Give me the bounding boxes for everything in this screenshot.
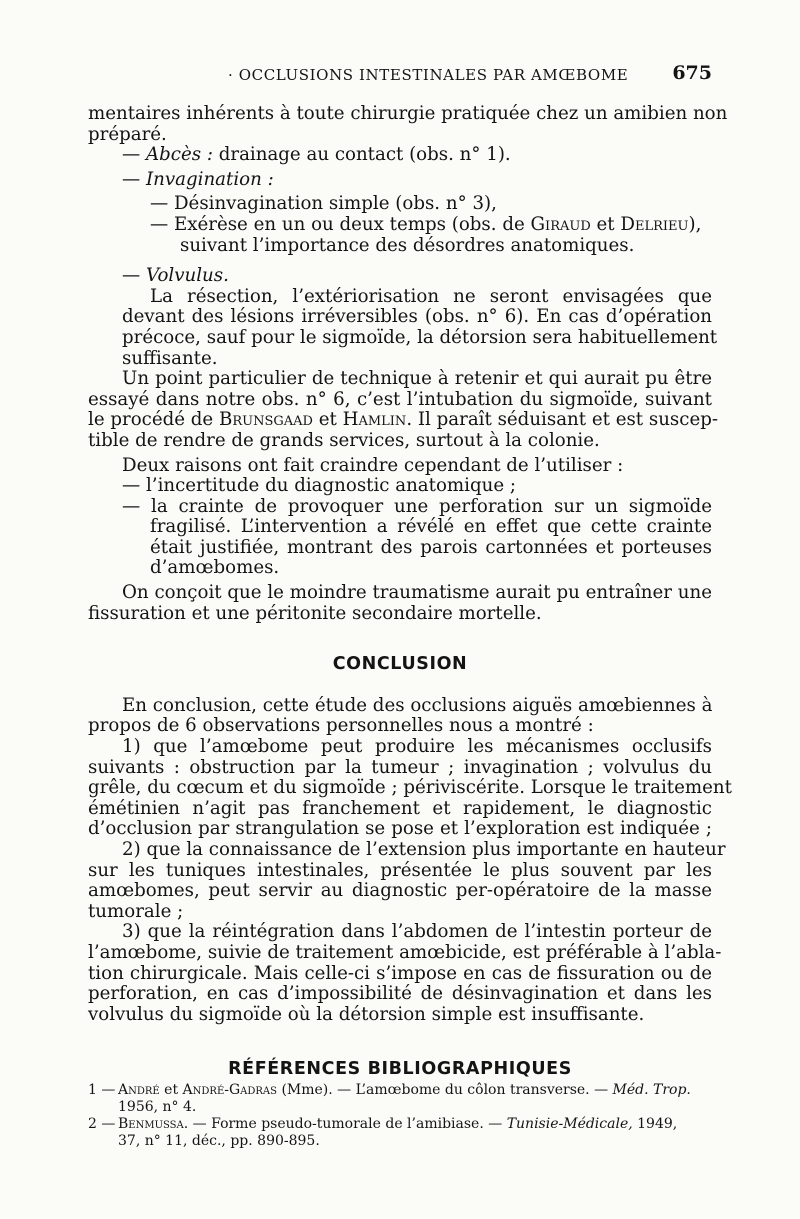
text-line: essayé dans notre obs. n° 6, c’est l’intubation du sigmoïde, suivant — [88, 388, 712, 410]
text-line: fragilisé. L’intervention a révélé en effet que cette crainte — [150, 516, 712, 538]
text-line: En conclusion, cette étude des occlusions aiguës amœbiennes à — [122, 694, 713, 716]
abces-title: Abcès : — [145, 144, 213, 166]
text-line: 3) que la réintégration dans l’abdomen de l’intestin porteur de — [122, 921, 712, 943]
reference-item: 1 — André et André-Gadras (Mme). — L’amœbome du côlon transverse. — Méd. Trop. — [88, 1082, 691, 1098]
dash: — — [122, 168, 146, 190]
author-name: Delrieu — [620, 213, 689, 235]
page-header — [88, 62, 712, 88]
conclusion-heading: CONCLUSION — [332, 654, 468, 675]
text-line: d’occlusion par strangulation se pose et l’exploration est indiquée ; — [88, 818, 712, 840]
text-line: émétinien n’agit pas franchement et rapidement, le diagnostic — [88, 797, 712, 819]
author-name: André — [118, 1082, 160, 1098]
references-list — [88, 1082, 712, 1150]
invagination-item-2: — Exérèse en un ou deux temps (obs. de Giraud et Delrieu), — [150, 213, 702, 235]
text-line: précoce, sauf pour le sigmoïde, la détorsion sera habituellement — [122, 326, 718, 348]
reference-number: 1 — — [88, 1082, 116, 1098]
text-line: sur les tuniques intestinales, présentée le plus souvent par les — [88, 859, 712, 881]
invagination-line — [88, 170, 712, 191]
text-line: 2) que la connaissance de l’extension plus importante en hauteur — [122, 839, 726, 860]
references-heading: RÉFÉRENCES BIBLIOGRAPHIQUES — [228, 1059, 572, 1080]
author-name: Benmussa — [118, 1116, 184, 1132]
author-name: Hamlin — [342, 409, 407, 431]
text-line: Un point particulier de technique à retenir et qui aurait pu être — [122, 368, 712, 390]
text-line: On conçoit que le moindre traumatisme aurait pu entraîner une — [122, 582, 712, 604]
text-line: tumorale ; — [88, 900, 184, 922]
invagination-item-1: — Désinvagination simple (obs. n° 3), — [150, 193, 497, 215]
text-line: perforation, en cas d’impossibilité de désinvagination et dans les — [88, 983, 712, 1005]
reference-number: 2 — — [88, 1116, 116, 1132]
text-line: préparé. — [88, 123, 167, 145]
reference-continuation: 37, n° 11, déc., pp. 890-895. — [118, 1133, 320, 1149]
abces-line — [88, 145, 712, 166]
page-number: 675 — [672, 62, 712, 84]
author-name: Brunsgaad — [218, 409, 313, 431]
invagination-title: Invagination : — [145, 168, 274, 190]
text-line: suffisante. — [122, 347, 218, 369]
reference-continuation: 1956, n° 4. — [118, 1099, 197, 1115]
dash: — — [122, 144, 146, 166]
text-line: d’amœbomes. — [150, 557, 280, 579]
text-line: La résection, l’extériorisation ne seront envisagées que — [150, 285, 712, 307]
text-line: propos de 6 observations personnelles nous a montré : — [88, 715, 594, 737]
text-line: grêle, du cœcum et du sigmoïde ; périviscérite. Lorsque le traitement — [88, 777, 732, 799]
text-line: mentaires inhérents à toute chirurgie pratiquée chez un amibien non — [88, 103, 728, 124]
abces-text: drainage au contact (obs. n° 1). — [212, 144, 511, 166]
dash: — — [122, 265, 146, 287]
text-line: fissuration et une péritonite secondaire mortelle. — [88, 602, 542, 624]
text-line: — l’incertitude du diagnostic anatomique ; — [122, 475, 516, 497]
volvulus-title: Volvulus. — [145, 265, 229, 287]
text-line: tible de rendre de grands services, surtout à la colonie. — [88, 429, 600, 451]
text-line: — la crainte de provoquer une perforation sur un sigmoïde — [122, 495, 712, 517]
text-line: devant des lésions irréversibles (obs. n° 6). En cas d’opération — [122, 306, 712, 328]
author-name: Giraud — [530, 213, 591, 235]
text-line: suivant l’importance des désordres anatomiques. — [180, 234, 635, 256]
journal-name: Tunisie-Médicale, — [506, 1116, 633, 1132]
author-name: André-Gadras — [182, 1082, 277, 1098]
text-line: était justifiée, montrant des parois cartonnées et porteuses — [150, 536, 712, 558]
text-line: amœbomes, peut servir au diagnostic per-opératoire de la masse — [88, 880, 712, 902]
journal-name: Méd. Trop. — [612, 1082, 691, 1098]
text-line: le procédé de Brunsgaad et Hamlin. Il paraît séduisant et est suscep- — [88, 409, 718, 431]
running-title: · OCCLUSIONS INTESTINALES PAR AMŒBOME — [228, 66, 629, 84]
text-line: l’amœbome, suivie de traitement amœbicide, est préférable à l’abla- — [88, 941, 722, 963]
body-text — [88, 103, 732, 1080]
reference-item: 2 — Benmussa. — Forme pseudo-tumorale de l’amibiase. — Tunisie-Médicale, 1949, — [88, 1116, 678, 1132]
text-line: suivants : obstruction par la tumeur ; invagination ; volvulus du — [88, 756, 712, 778]
text-line: volvulus du sigmoïde où la détorsion simple est insuffisante. — [88, 1003, 645, 1025]
volvulus-line — [88, 266, 712, 287]
text-line: 1) que l’amœbome peut produire les mécanismes occlusifs — [122, 736, 712, 758]
text-line: tion chirurgicale. Mais celle-ci s’impose en cas de fissuration ou de — [88, 962, 712, 984]
text-line: Deux raisons ont fait craindre cependant de l’utiliser : — [122, 454, 624, 476]
